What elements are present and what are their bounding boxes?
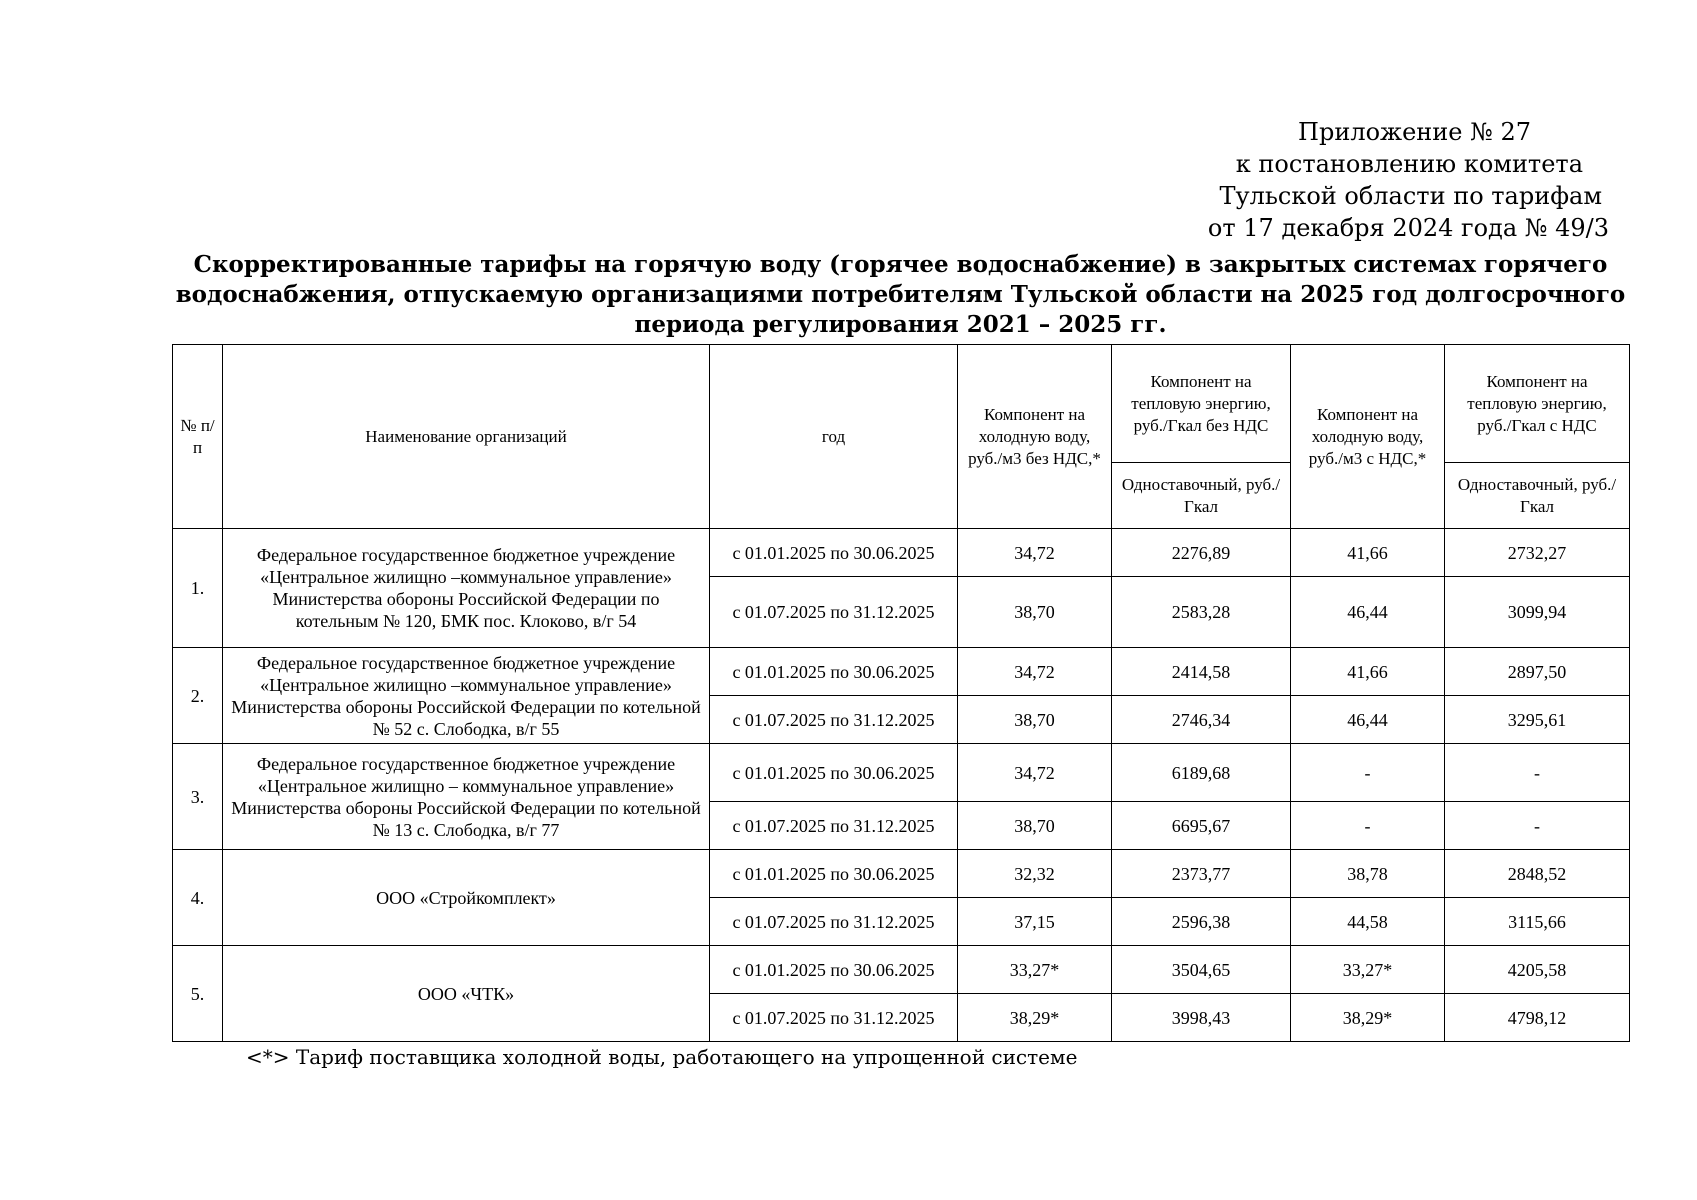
cold-vat-value: 38,78 <box>1291 850 1445 898</box>
period: с 01.07.2025 по 31.12.2025 <box>710 994 958 1042</box>
footnote: <*> Тариф поставщика холодной воды, работающего на упрощенной системе <box>246 1045 1078 1069</box>
heat-vat-value: 3115,66 <box>1445 898 1630 946</box>
org-name: ООО «ЧТК» <box>223 946 710 1042</box>
cold-no-vat-value: 38,70 <box>958 577 1112 648</box>
heat-vat-value: 4798,12 <box>1445 994 1630 1042</box>
heat-vat-value: 3099,94 <box>1445 577 1630 648</box>
cold-vat-value: 41,66 <box>1291 648 1445 696</box>
header-num: № п/п <box>173 345 223 529</box>
cold-no-vat-value: 34,72 <box>958 529 1112 577</box>
period: с 01.01.2025 по 30.06.2025 <box>710 648 958 696</box>
cold-vat-value: 38,29* <box>1291 994 1445 1042</box>
cold-no-vat-value: 38,70 <box>958 802 1112 850</box>
header-single-rate-no-vat: Одноставочный, руб./Гкал <box>1112 463 1291 529</box>
row-number: 2. <box>173 648 223 744</box>
cold-vat-value: - <box>1291 802 1445 850</box>
heat-no-vat-value: 2583,28 <box>1112 577 1291 648</box>
org-name: Федеральное государственное бюджетное учреждение «Центральное жилищно –коммунальное управление» Министерства обороны Российской Федерации по котельной № 52 с. Слободка, в/г 55 <box>223 648 710 744</box>
table-row <box>173 850 1630 898</box>
org-name: Федеральное государственное бюджетное учреждение «Центральное жилищно –коммунальное управление» Министерства обороны Российской Федерации по котельным № 120, БМК пос. Клоково, в/г 54 <box>223 529 710 648</box>
cold-no-vat-value: 38,70 <box>958 696 1112 744</box>
heat-no-vat-value: 2746,34 <box>1112 696 1291 744</box>
header-org: Наименование организаций <box>223 345 710 529</box>
period: с 01.01.2025 по 30.06.2025 <box>710 946 958 994</box>
row-number: 1. <box>173 529 223 648</box>
period: с 01.01.2025 по 30.06.2025 <box>710 529 958 577</box>
row-number: 3. <box>173 744 223 850</box>
attachment-header <box>1189 116 1609 244</box>
heat-no-vat-value: 2596,38 <box>1112 898 1291 946</box>
heat-no-vat-value: 2373,77 <box>1112 850 1291 898</box>
period: с 01.07.2025 по 31.12.2025 <box>710 802 958 850</box>
header-cold-no-vat: Компонент на холодную воду, руб./м3 без НДС,* <box>958 345 1112 529</box>
cold-vat-value: 46,44 <box>1291 577 1445 648</box>
cold-no-vat-value: 33,27* <box>958 946 1112 994</box>
heat-no-vat-value: 2276,89 <box>1112 529 1291 577</box>
period: с 01.07.2025 по 31.12.2025 <box>710 898 958 946</box>
heat-no-vat-value: 2414,58 <box>1112 648 1291 696</box>
org-name: ООО «Стройкомплект» <box>223 850 710 946</box>
cold-vat-value: 46,44 <box>1291 696 1445 744</box>
header-heat-vat: Компонент на тепловую энергию, руб./Гкал с НДС <box>1445 345 1630 463</box>
heat-no-vat-value: 3504,65 <box>1112 946 1291 994</box>
cold-no-vat-value: 34,72 <box>958 744 1112 802</box>
period: с 01.01.2025 по 30.06.2025 <box>710 850 958 898</box>
cold-vat-value: - <box>1291 744 1445 802</box>
document-title: Скорректированные тарифы на горячую воду (горячее водоснабжение) в закрытых системах горячего водоснабжения, отпускаемую организациями потребителям Тульской области на 2025 год долгосрочного периода регулирования 2021 – 2025 гг. <box>175 251 1626 338</box>
tariff-table <box>172 344 1630 1042</box>
header-single-rate-vat: Одноставочный, руб./Гкал <box>1445 463 1630 529</box>
table-row <box>173 529 1630 577</box>
heat-no-vat-value: 6189,68 <box>1112 744 1291 802</box>
heat-vat-value: - <box>1445 744 1630 802</box>
row-number: 5. <box>173 946 223 1042</box>
cold-no-vat-value: 37,15 <box>958 898 1112 946</box>
attachment-number: Приложение № 27 <box>1298 118 1531 146</box>
heat-no-vat-value: 6695,67 <box>1112 802 1291 850</box>
heat-vat-value: 4205,58 <box>1445 946 1630 994</box>
period: с 01.07.2025 по 31.12.2025 <box>710 577 958 648</box>
table-row <box>173 648 1630 696</box>
table-row <box>173 744 1630 802</box>
period: с 01.07.2025 по 31.12.2025 <box>710 696 958 744</box>
heat-vat-value: 2732,27 <box>1445 529 1630 577</box>
header-year: год <box>710 345 958 529</box>
heat-vat-value: 3295,61 <box>1445 696 1630 744</box>
cold-no-vat-value: 32,32 <box>958 850 1112 898</box>
attachment-date: от 17 декабря 2024 года № 49/3 <box>1207 214 1609 242</box>
header-cold-vat: Компонент на холодную воду, руб./м3 с НДС,* <box>1291 345 1445 529</box>
row-number: 4. <box>173 850 223 946</box>
cold-vat-value: 44,58 <box>1291 898 1445 946</box>
heat-vat-value: 2897,50 <box>1445 648 1630 696</box>
cold-no-vat-value: 34,72 <box>958 648 1112 696</box>
heat-no-vat-value: 3998,43 <box>1112 994 1291 1042</box>
period: с 01.01.2025 по 30.06.2025 <box>710 744 958 802</box>
cold-vat-value: 33,27* <box>1291 946 1445 994</box>
attachment-resolution: к постановлению комитета <box>1235 150 1583 178</box>
attachment-committee: Тульской области по тарифам <box>1219 182 1602 210</box>
table-row <box>173 946 1630 994</box>
heat-vat-value: 2848,52 <box>1445 850 1630 898</box>
cold-no-vat-value: 38,29* <box>958 994 1112 1042</box>
header-heat-no-vat: Компонент на тепловую энергию, руб./Гкал без НДС <box>1112 345 1291 463</box>
cold-vat-value: 41,66 <box>1291 529 1445 577</box>
org-name: Федеральное государственное бюджетное учреждение «Центральное жилищно – коммунальное управление» Министерства обороны Российской Федерации по котельной № 13 с. Слободка, в/г 77 <box>223 744 710 850</box>
heat-vat-value: - <box>1445 802 1630 850</box>
